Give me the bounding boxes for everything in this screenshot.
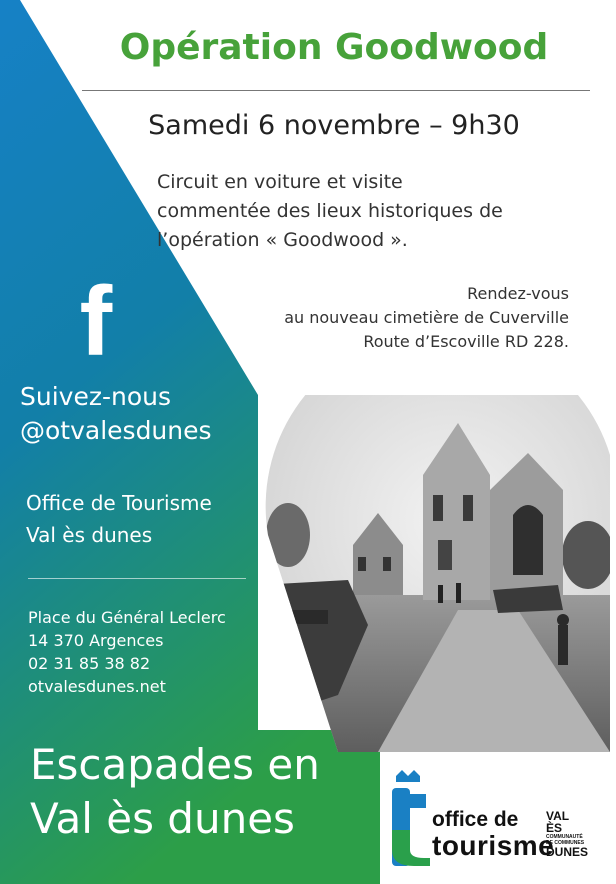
- address-street: Place du Général Leclerc: [28, 608, 226, 627]
- logo-val-line: VAL: [546, 809, 570, 823]
- tourism-office-logo: [384, 770, 614, 870]
- community-logo: [546, 810, 588, 858]
- tagline: [30, 738, 320, 846]
- meeting-line: Route d’Escoville RD 228.: [363, 332, 569, 351]
- sidebar-divider: [28, 578, 246, 579]
- office-line: Val ès dunes: [26, 523, 153, 547]
- address-city: 14 370 Argences: [28, 631, 164, 650]
- meeting-line: Rendez-vous: [467, 284, 569, 303]
- office-line: Office de Tourisme: [26, 491, 212, 515]
- historic-photo: [258, 395, 610, 752]
- logo-val-small: COMMUNAUTÉ: [546, 834, 583, 840]
- tagline-line: Val ès dunes: [30, 794, 295, 843]
- logo-val-small: DE COMMUNES: [546, 840, 585, 846]
- event-description: [157, 168, 597, 255]
- event-date: Samedi 6 novembre – 9h30: [148, 110, 520, 141]
- description-line: l’opération « Goodwood ».: [157, 229, 408, 251]
- logo-t-mark-icon: [384, 770, 434, 866]
- logo-val-line: ÈS: [546, 821, 563, 835]
- page-title: Opération Goodwood: [119, 27, 549, 68]
- address-website[interactable]: otvalesdunes.net: [28, 677, 166, 696]
- address-phone[interactable]: 02 31 85 38 82: [28, 654, 151, 673]
- logo-text-line1: office de: [432, 808, 519, 831]
- social-handle[interactable]: @otvalesdunes: [20, 416, 212, 445]
- facebook-icon[interactable]: f: [79, 266, 113, 376]
- tagline-line: Escapades en: [30, 740, 320, 789]
- description-line: Circuit en voiture et visite: [157, 171, 403, 193]
- follow-label: Suivez-nous: [20, 382, 171, 411]
- office-name: [26, 487, 212, 551]
- meeting-line: au nouveau cimetière de Cuverville: [284, 308, 569, 327]
- contact-address: [28, 606, 226, 698]
- logo-text-line2: tourisme: [432, 830, 555, 861]
- meeting-point: [149, 282, 569, 354]
- description-line: commentée des lieux historiques de: [157, 200, 503, 222]
- logo-val-line: DUNES: [546, 845, 589, 859]
- title-divider: [82, 90, 590, 91]
- social-follow: [20, 380, 212, 448]
